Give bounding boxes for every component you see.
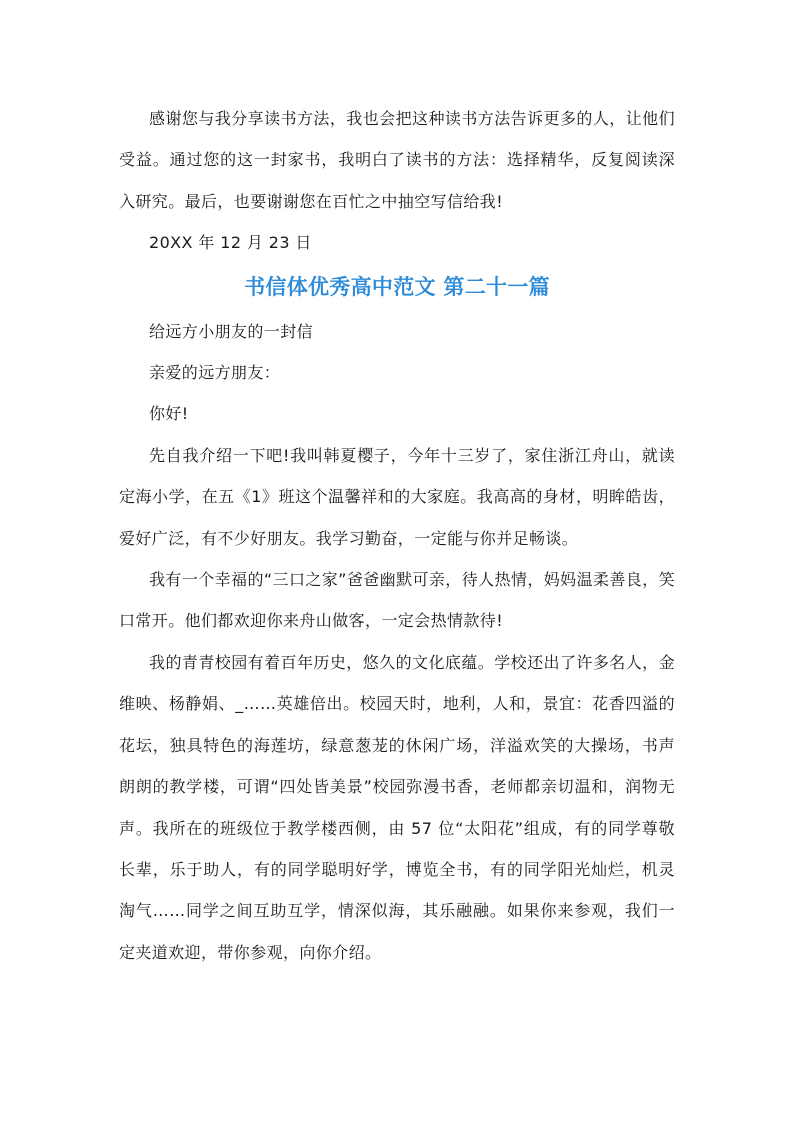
letter-closing-paragraph: 感谢您与我分享读书方法，我也会把这种读书方法告诉更多的人，让他们受益。通过您的这一封家书，我明白了读书的方法：选择精华，反复阅读深入研究。最后，也要谢谢您在百忙之中抽空写信给我! — [119, 109, 675, 211]
letter-salutation: 亲爱的远方朋友： — [149, 363, 281, 383]
body-paragraph-school: 我的青青校园有着百年历史，悠久的文化底蕴。学校还出了许多名人，金维映、杨静娟、_……英雄倍出。校园天时，地利，人和，景宜：花香四溢的花坛，独具特色的海莲坊，绿意葱茏的休闲广场，洋溢欢笑的大操场，书声朗朗的教学楼，可谓“四处皆美景”校园弥漫书香，老师都亲切温和，润物无声。我所在的班级位于教学楼西侧，由 57 位“太阳花”组成，有的同学尊敬长辈，乐于助人，有的同学聪明好学，博览全书，有的同学阳光灿烂，机灵淘气……同学之间互助互学，情深似海，其乐融融。如果你来参观，我们一定夹道欢迎，带你参观，向你介绍。 — [119, 652, 675, 962]
letter-date: 20XX 年 12 月 23 日 — [149, 233, 312, 253]
letter-greeting: 你好! — [149, 404, 189, 424]
body-paragraph-family: 我有一个幸福的“三口之家”爸爸幽默可亲，待人热情，妈妈温柔善良，笑口常开。他们都欢迎你来舟山做客，一定会热情款待! — [119, 570, 675, 631]
section-title: 书信体优秀高中范文 第二十一篇 — [244, 274, 550, 299]
body-paragraph-introduction: 先自我介绍一下吧!我叫韩夏樱子，今年十三岁了，家住浙江舟山，就读定海小学，在五《1》班这个温馨祥和的大家庭。我高高的身材，明眸皓齿，爱好广泛，有不少好朋友。我学习勤奋，一定能与你并足畅谈。 — [119, 445, 675, 548]
letter-heading: 给远方小朋友的一封信 — [149, 321, 314, 341]
document-page — [119, 98, 675, 973]
